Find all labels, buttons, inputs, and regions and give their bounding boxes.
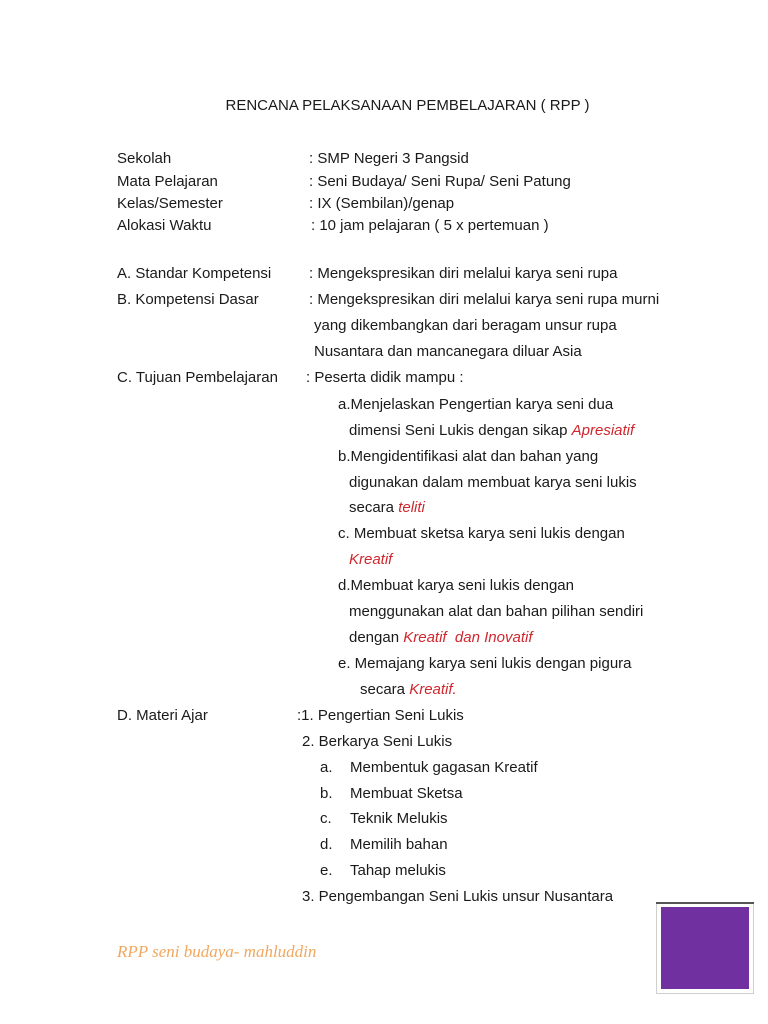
sub-item-letter: b. <box>320 785 333 802</box>
objective-e-line1: e. Memajang karya seni lukis dengan pigura <box>338 655 632 672</box>
value-alokasi-waktu: : 10 jam pelajaran ( 5 x pertemuan ) <box>311 217 549 234</box>
label-kelas-semester: Kelas/Semester <box>117 195 223 212</box>
objective-d-emphasis-2: Inovatif <box>484 629 533 646</box>
label-sekolah: Sekolah <box>117 150 172 167</box>
objective-e-emphasis: Kreatif. <box>409 681 457 698</box>
label-mata-pelajaran: Mata Pelajaran <box>117 173 218 190</box>
objective-d-line1: d.Membuat karya seni lukis dengan <box>338 577 574 594</box>
objective-b-line3: secara teliti <box>349 499 425 516</box>
objective-c-emphasis: Kreatif <box>349 551 393 568</box>
section-b-value-1: : Mengekspresikan diri melalui karya seni rupa murni <box>309 291 660 308</box>
section-c-label: C. Tujuan Pembelajaran <box>117 369 278 386</box>
decorative-purple-fill <box>661 907 749 989</box>
objective-e-line2: secara Kreatif. <box>360 681 457 698</box>
sub-item-text: Memilih bahan <box>350 836 448 853</box>
objective-d-line2: menggunakan alat dan bahan pilihan sendiri <box>349 603 644 620</box>
value-sekolah: : SMP Negeri 3 Pangsid <box>309 150 469 167</box>
objective-a-line1: a.Menjelaskan Pengertian karya seni dua <box>338 396 614 413</box>
sub-item-text: Membentuk gagasan Kreatif <box>350 759 538 776</box>
section-a-label: A. Standar Kompetensi <box>117 265 272 282</box>
materi-item-2: 2. Berkarya Seni Lukis <box>302 733 453 750</box>
section-c-value: : Peserta didik mampu : <box>306 369 464 386</box>
value-kelas-semester: : IX (Sembilan)/genap <box>309 195 455 212</box>
objective-c-line1: c. Membuat sketsa karya seni lukis dengan <box>338 525 625 542</box>
materi-item-1: :1. Pengertian Seni Lukis <box>297 707 464 724</box>
objective-b-line1: b.Mengidentifikasi alat dan bahan yang <box>338 448 599 465</box>
section-b-value-3: Nusantara dan mancanegara diluar Asia <box>314 343 582 360</box>
sub-item-text: Teknik Melukis <box>350 810 448 827</box>
sub-item-letter: a. <box>320 759 333 776</box>
decorative-page-box <box>656 902 754 994</box>
decorative-rule <box>656 902 754 904</box>
section-b-value-2: yang dikembangkan dari beragam unsur rupa <box>314 317 617 334</box>
sub-item-text: Membuat Sketsa <box>350 785 463 802</box>
objective-d-line3: dengan Kreatif dan Inovatif <box>349 629 533 646</box>
sub-item-letter: e. <box>320 862 333 879</box>
sub-item-letter: d. <box>320 836 333 853</box>
objective-d-connector: dan <box>446 629 485 646</box>
section-b-label: B. Kompetensi Dasar <box>117 291 259 308</box>
value-mata-pelajaran: : Seni Budaya/ Seni Rupa/ Seni Patung <box>309 173 571 190</box>
objective-b-emphasis: teliti <box>398 499 425 516</box>
objective-d-emphasis-1: Kreatif <box>403 629 447 646</box>
page-footer: RPP seni budaya- mahluddin <box>117 942 317 961</box>
materi-item-3: 3. Pengembangan Seni Lukis unsur Nusantara <box>302 888 614 905</box>
section-a-value: : Mengekspresikan diri melalui karya seni rupa <box>309 265 618 282</box>
section-d-label: D. Materi Ajar <box>117 707 208 724</box>
objective-a-line2: dimensi Seni Lukis dengan sikap Apresiatif <box>349 422 635 439</box>
objective-a-emphasis: Apresiatif <box>571 422 635 439</box>
objective-b-line2: digunakan dalam membuat karya seni lukis <box>349 474 637 491</box>
page-title: RENCANA PELAKSANAAN PEMBELAJARAN ( RPP ) <box>225 97 590 114</box>
sub-item-letter: c. <box>320 810 332 827</box>
label-alokasi-waktu: Alokasi Waktu <box>117 217 212 234</box>
sub-item-text: Tahap melukis <box>350 862 446 879</box>
